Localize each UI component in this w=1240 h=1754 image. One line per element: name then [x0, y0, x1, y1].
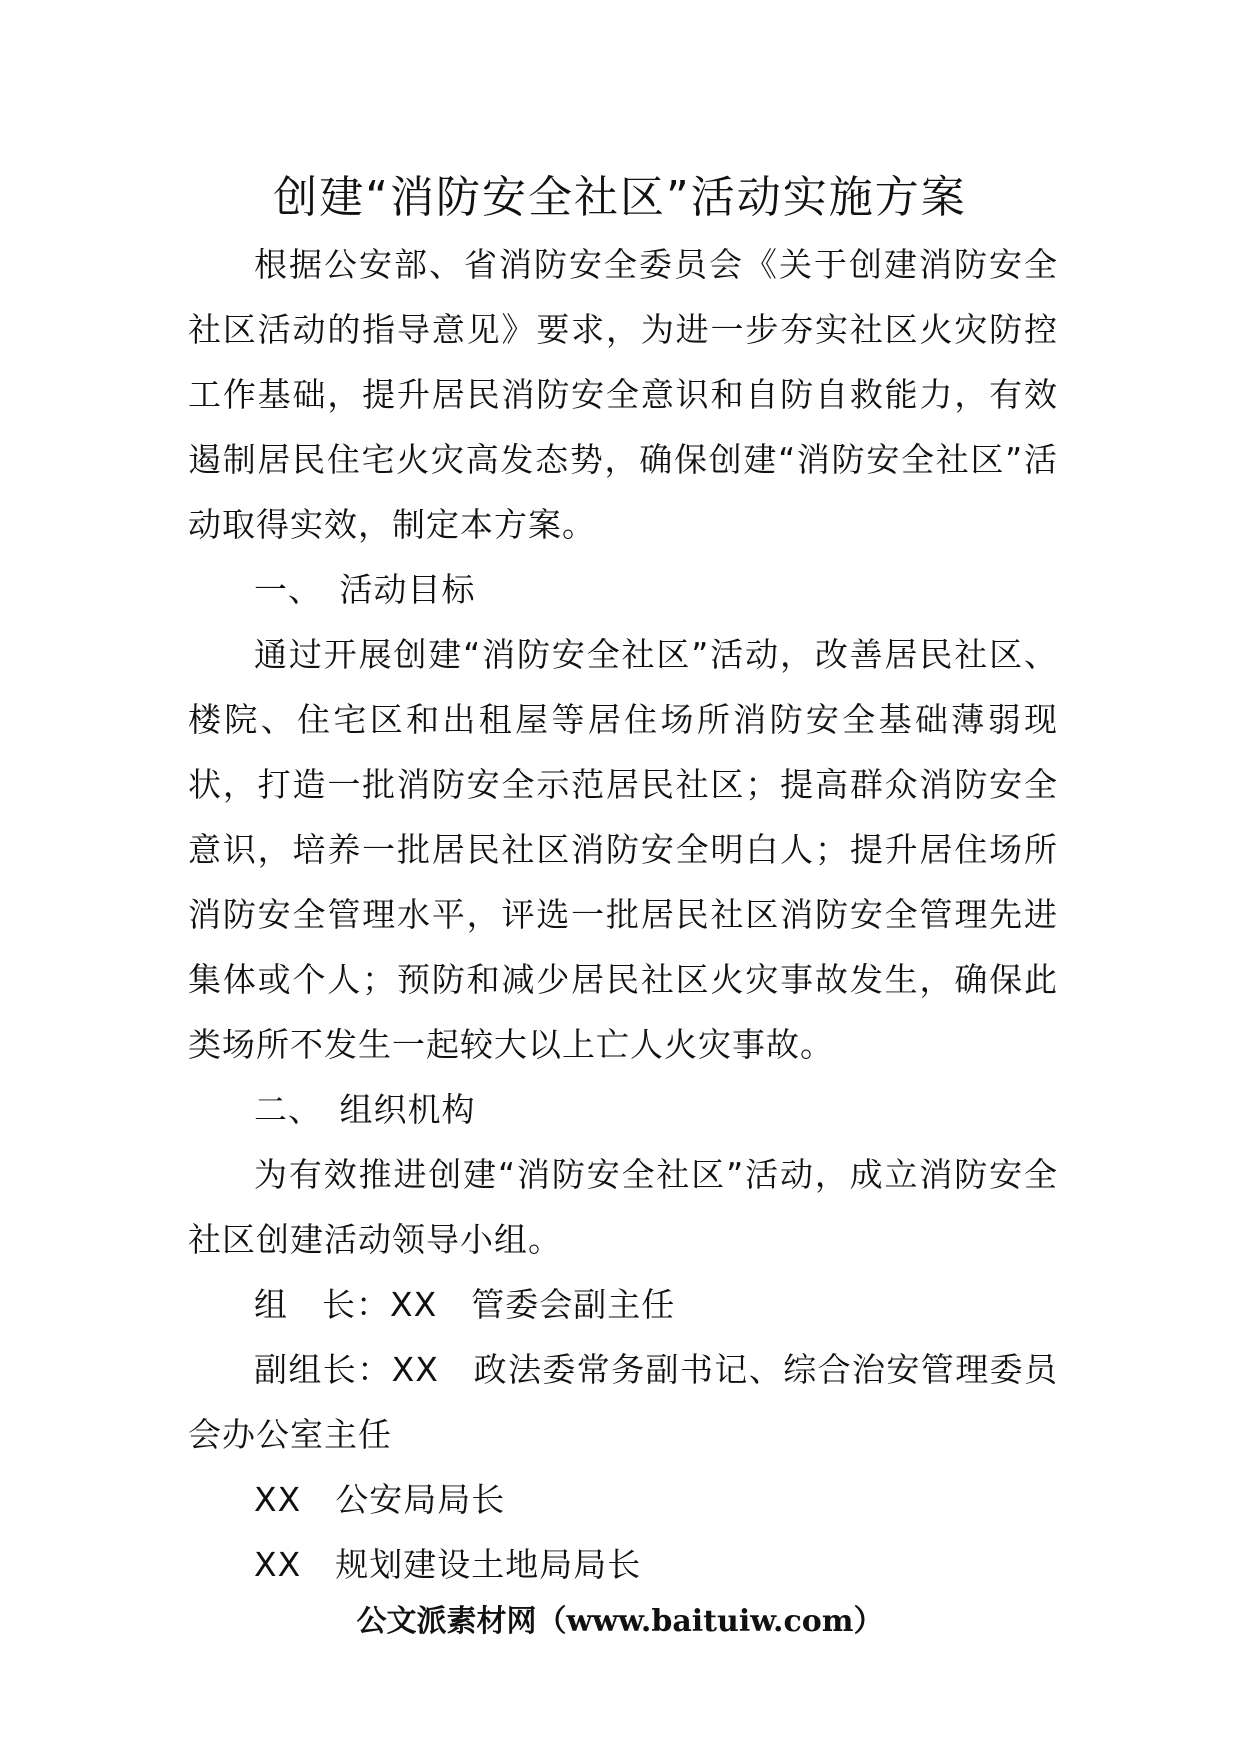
- member-leader: 组 长：XX 管委会副主任: [254, 1285, 676, 1324]
- member-deputy-leader: 副组长：XX 政法委常务副书记、综合治安管理委员会办公室主任: [188, 1350, 1058, 1454]
- document-body: [188, 232, 1058, 1597]
- paragraph-intro: 根据公安部、省消防安全委员会《关于创建消防安全社区活动的指导意见》要求，为进一步夯实社区火灾防控工作基础，提升居民消防安全意识和自防自救能力，有效遏制居民住宅火灾高发态势，确保创建“消防安全社区”活动取得实效，制定本方案。: [188, 245, 1058, 544]
- paragraph-organization: 为有效推进创建“消防安全社区”活动，成立消防安全社区创建活动领导小组。: [188, 1155, 1058, 1259]
- member-police: XX 公安局局长: [254, 1480, 506, 1519]
- section-heading-organization: 二、 组织机构: [254, 1090, 476, 1129]
- document-title: 创建“消防安全社区”活动实施方案: [273, 172, 967, 223]
- section-heading-goals: 一、 活动目标: [254, 570, 476, 609]
- footer-watermark: 公文派素材网（www.baituiw.com）: [356, 1604, 884, 1639]
- paragraph-goals: 通过开展创建“消防安全社区”活动，改善居民社区、楼院、住宅区和出租屋等居住场所消防安全基础薄弱现状，打造一批消防安全示范居民社区；提高群众消防安全意识，培养一批居民社区消防安全明白人；提升居住场所消防安全管理水平，评选一批居民社区消防安全管理先进集体或个人；预防和减少居民社区火灾事故发生，确保此类场所不发生一起较大以上亡人火灾事故。: [188, 635, 1058, 1064]
- member-planning: XX 规划建设土地局局长: [254, 1545, 642, 1584]
